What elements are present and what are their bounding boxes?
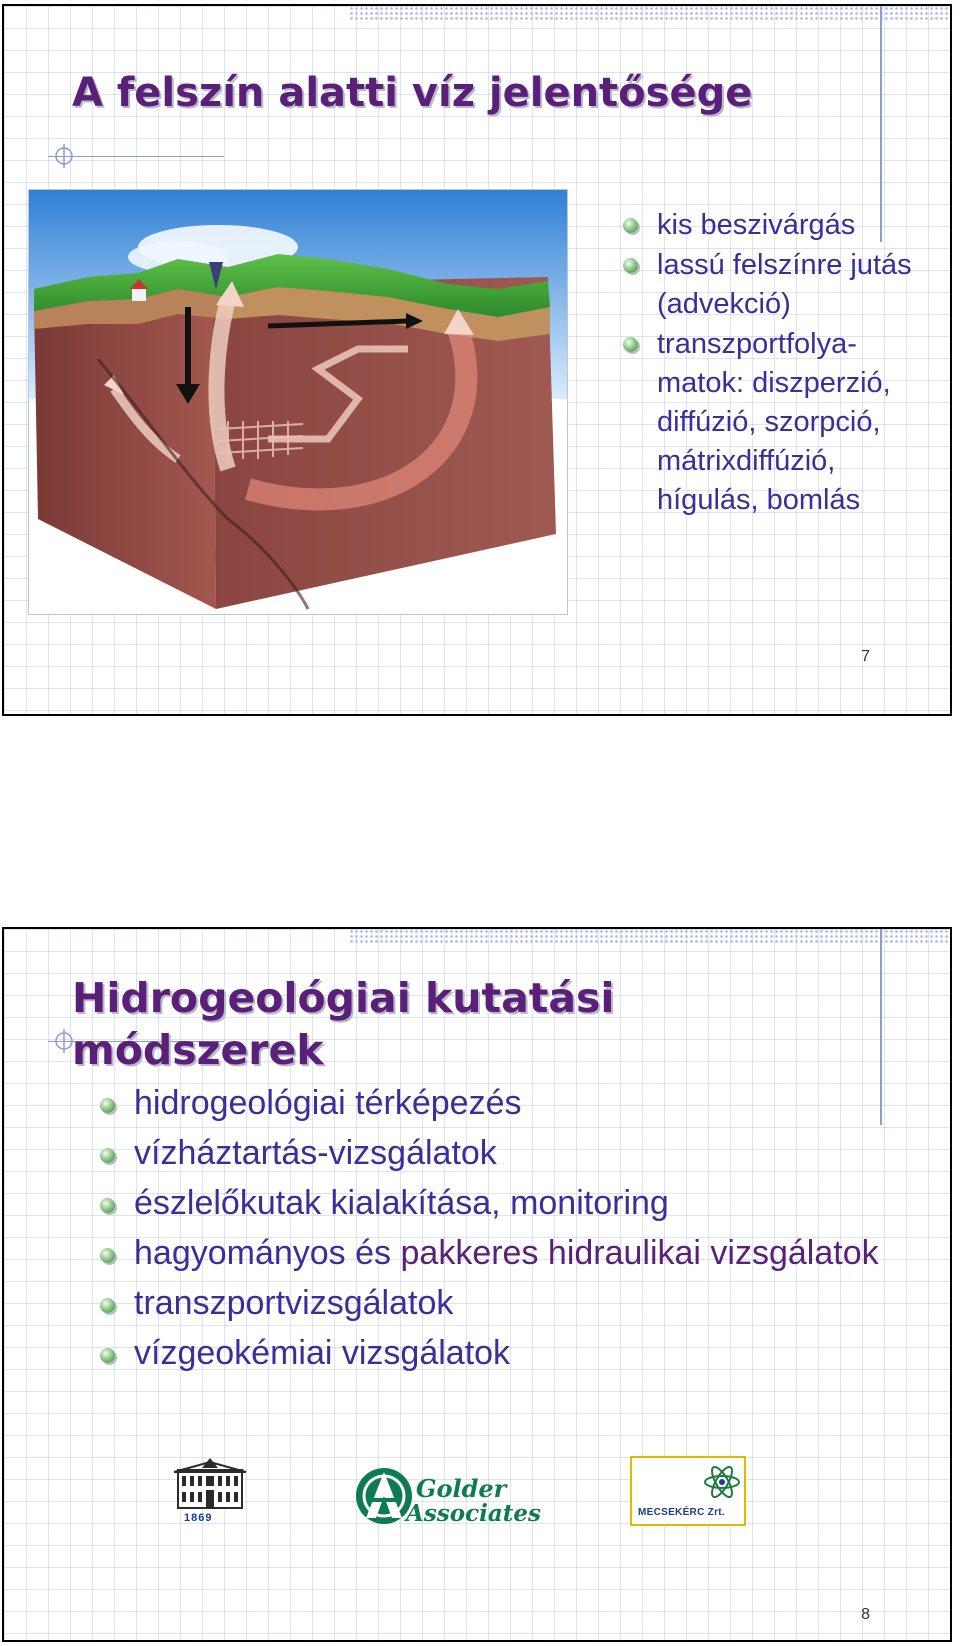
- list-item: [96, 1282, 916, 1325]
- groundwater-diagram-image: [28, 189, 568, 615]
- slide-8: [2, 927, 952, 1642]
- university-building-icon: [170, 1456, 250, 1512]
- bullet-list: [619, 206, 919, 521]
- golder-name-line2: Associates: [406, 1500, 541, 1527]
- bullet-icon: [623, 337, 638, 352]
- bullet-list: [96, 1082, 916, 1382]
- slide-title: Hidrogeológiai kutatási módszerek: [72, 974, 615, 1075]
- bullet-icon: [623, 258, 638, 273]
- golder-associates-logo: [354, 1458, 554, 1530]
- bullet-text: kis beszivárgás: [657, 209, 856, 241]
- list-item: [96, 1132, 916, 1175]
- bullet-text: lassú felszínre jutás (advekció): [657, 249, 912, 320]
- list-item: [619, 246, 919, 324]
- list-item: [96, 1332, 916, 1375]
- bullet-text: transzportfolya-matok: diszperzió, diffúzió, szorpció, mátrixdiffúzió, hígulás, bomlás: [657, 328, 891, 516]
- list-item: [619, 325, 919, 520]
- mecsekerc-logo: [630, 1456, 746, 1526]
- university-logo: [170, 1456, 250, 1526]
- mecsekerc-name: MECSEKÉRC Zrt.: [638, 1507, 725, 1518]
- top-dotted-band: [349, 6, 950, 20]
- list-item: [96, 1182, 916, 1225]
- university-year: 1869: [184, 1512, 213, 1524]
- bullet-text: transzportvizsgálatok: [134, 1284, 454, 1322]
- page-number: 7: [861, 648, 870, 665]
- page-number: 8: [861, 1606, 870, 1623]
- bullet-icon: [100, 1248, 115, 1263]
- bullet-text-prefix: hagyományos és: [134, 1234, 401, 1272]
- bullet-text-highlight: pakkeres hidraulikai vizsgálatok: [400, 1234, 879, 1272]
- bullet-icon: [100, 1298, 115, 1313]
- bullet-icon: [100, 1098, 115, 1113]
- crosshair-icon: [52, 144, 76, 168]
- bullet-text: vízgeokémiai vizsgálatok: [134, 1334, 511, 1372]
- list-item: [96, 1232, 916, 1275]
- bullet-icon: [100, 1148, 115, 1163]
- list-item: [619, 206, 919, 245]
- slide-7: [2, 4, 952, 716]
- bullet-icon: [100, 1348, 115, 1363]
- list-item: [96, 1082, 916, 1125]
- slide-title: A felszín alatti víz jelentősége: [72, 70, 753, 116]
- atom-icon: [702, 1460, 742, 1504]
- bullet-text: hidrogeológiai térképezés: [134, 1084, 522, 1122]
- bullet-text: észlelőkutak kialakítása, monitoring: [134, 1184, 669, 1222]
- golder-name-line1: Golder: [416, 1474, 507, 1503]
- top-dotted-band: [349, 929, 950, 943]
- bullet-icon: [100, 1198, 115, 1213]
- bullet-text: vízháztartás-vizsgálatok: [134, 1134, 497, 1172]
- bullet-icon: [623, 218, 638, 233]
